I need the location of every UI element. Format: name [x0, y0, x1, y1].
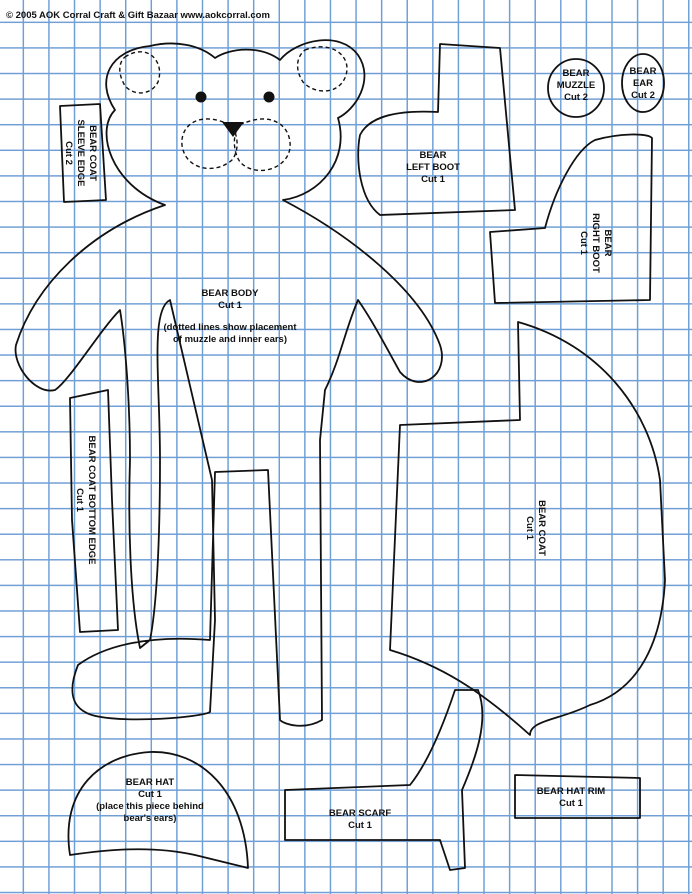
hat-rim-name: BEAR HAT RIM [536, 786, 606, 797]
sleeve-edge-name2: SLEEVE EDGE [75, 119, 86, 187]
right-eye [264, 92, 275, 103]
hat-cut: Cut 1 [138, 789, 162, 800]
bear-muzzle-label [546, 68, 606, 104]
coat-cut: Cut 1 [524, 516, 535, 540]
right-ear-dotted-line [298, 47, 347, 91]
ear-cut: Cut 2 [631, 90, 655, 101]
copyright-notice: © 2005 AOK Corral Craft & Gift Bazaar www.aokcorral.com [6, 10, 270, 21]
sleeve-edge-cut: Cut 2 [63, 141, 74, 165]
bear-ear-label [621, 66, 665, 102]
hat-name: BEAR HAT [125, 777, 175, 788]
left-boot-name2: LEFT BOOT [406, 162, 460, 173]
hat-note-line2: bear's ears) [123, 813, 177, 824]
bear-body-note-line1: (dotted lines show placement [163, 322, 297, 333]
left-ear-dotted-line [120, 52, 160, 93]
ear-name1: BEAR [629, 66, 657, 77]
left-boot-name1: BEAR [419, 150, 447, 161]
left-boot-cut: Cut 1 [421, 174, 445, 185]
bear-hat-label [70, 777, 230, 825]
bear-scarf-label [315, 808, 405, 832]
coat-bottom-edge-name: BEAR COAT BOTTOM EDGE [86, 435, 97, 565]
bear-left-boot-outline [358, 44, 515, 215]
sleeve-edge-name1: BEAR COAT [87, 125, 98, 181]
left-eye [196, 92, 207, 103]
muzzle-name1: BEAR [562, 68, 590, 79]
hat-rim-cut: Cut 1 [559, 798, 583, 809]
bear-left-boot-label [393, 150, 473, 186]
hat-note-line1: (place this piece behind [96, 801, 204, 812]
muzzle-name2: MUZZLE [556, 80, 596, 91]
coat-bottom-edge-cut: Cut 1 [74, 488, 85, 512]
bear-body-note-line2: of muzzle and inner ears) [172, 334, 288, 345]
bear-body-cut: Cut 1 [218, 300, 242, 311]
right-boot-name2: RIGHT BOOT [590, 213, 601, 273]
bear-right-boot-label [577, 203, 613, 283]
scarf-cut: Cut 1 [348, 820, 372, 831]
muzzle-right-dotted-line [234, 119, 290, 170]
bear-body-label [120, 288, 340, 346]
bear-body-name: BEAR BODY [201, 288, 259, 299]
bear-hat-rim-label [521, 786, 621, 810]
ear-name2: EAR [632, 78, 654, 89]
muzzle-cut: Cut 2 [564, 92, 588, 103]
bear-coat-label [523, 488, 547, 568]
nose [222, 122, 244, 137]
coat-name: BEAR COAT [536, 500, 547, 556]
right-boot-cut: Cut 1 [578, 231, 589, 255]
bear-right-boot-outline [490, 134, 652, 303]
bear-coat-sleeve-edge-label [62, 113, 98, 193]
scarf-name: BEAR SCARF [328, 808, 392, 819]
bear-coat-bottom-edge-label [73, 425, 97, 575]
right-boot-name1: BEAR [602, 229, 613, 257]
bear-scarf-outline [285, 690, 482, 870]
